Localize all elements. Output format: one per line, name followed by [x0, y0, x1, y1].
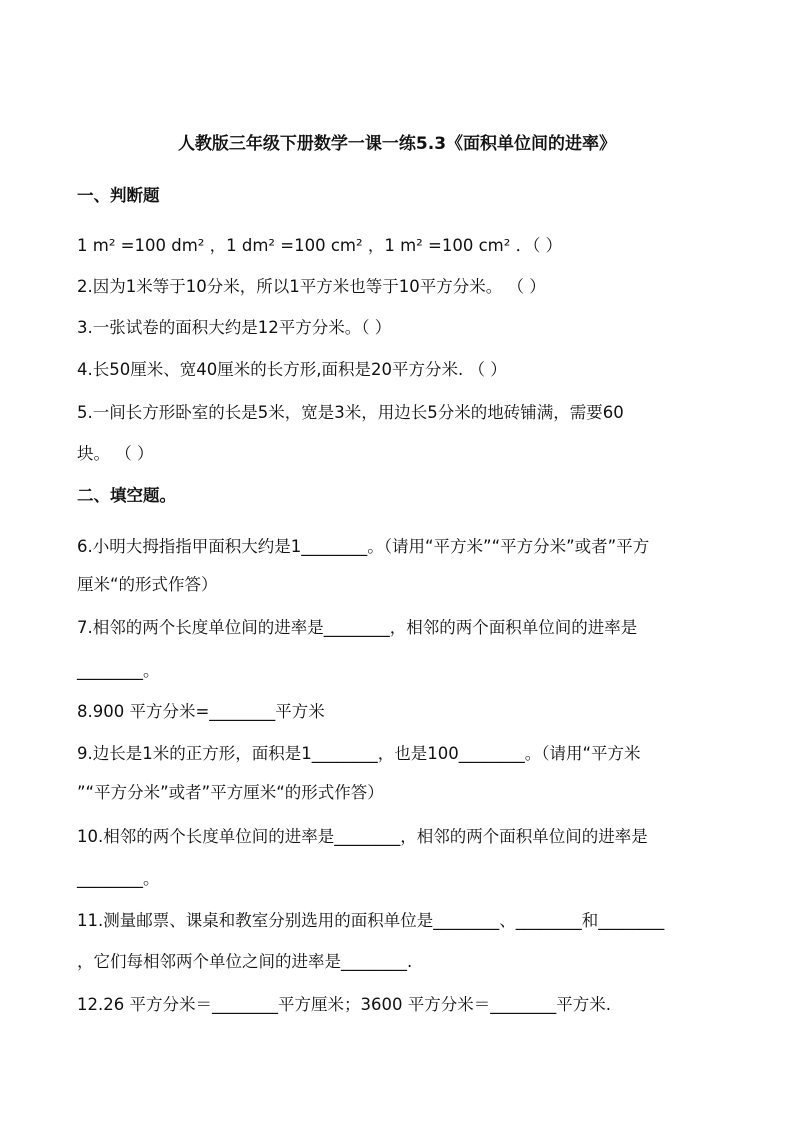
question-7-line-2: ________。	[77, 661, 160, 680]
question-5-line-1: 5.一间长方形卧室的长是5米，宽是3米，用边长5分米的地砖铺满，需要60	[77, 403, 624, 422]
question-5-line-2: 块。 （ ）	[77, 444, 154, 463]
question-12: 12.26 平方分米＝________平方厘米；3600 平方分米＝________平方米.	[77, 995, 611, 1014]
question-3: 3.一张试卷的面积大约是12平方分米。（ ）	[77, 318, 392, 337]
question-11-line-2: ，它们每相邻两个单位之间的进率是________.	[77, 952, 413, 971]
question-6-line-2: 厘米“的形式作答）	[77, 575, 218, 594]
question-9-line-1: 9.边长是1米的正方形，面积是1________，也是100________。（请用“平方米	[77, 744, 641, 763]
question-4: 4.长50厘米、宽40厘米的长方形,面积是20平方分米. （ ）	[77, 360, 507, 379]
question-10-line-2: ________。	[77, 869, 160, 888]
question-6-line-1: 6.小明大拇指指甲面积大约是1________。（请用“平方米”“平方分米”或者”平方	[77, 537, 650, 556]
question-9-line-2: ”“平方分米”或者”平方厘米“的形式作答）	[77, 783, 384, 802]
section-heading-judgment: 一、判断题	[77, 186, 160, 205]
question-11-line-1: 11.测量邮票、课桌和教室分别选用的面积单位是________、________和________	[77, 911, 665, 930]
page-title: 人教版三年级下册数学一课一练5.3《面积单位间的进率》	[177, 134, 617, 154]
question-8: 8.900 平方分米=________平方米	[77, 702, 325, 721]
question-2: 2.因为1米等于10分米，所以1平方米也等于10平方分米。 （ ）	[77, 277, 546, 296]
question-1: 1 m² =100 dm² ，1 dm² =100 cm² ，1 m² =100 cm² ．（ ）	[77, 236, 563, 255]
question-10-line-1: 10.相邻的两个长度单位间的进率是________，相邻的两个面积单位间的进率是	[77, 827, 648, 846]
question-7-line-1: 7.相邻的两个长度单位间的进率是________，相邻的两个面积单位间的进率是	[77, 618, 638, 637]
section-heading-fill-blank: 二、填空题。	[77, 486, 176, 505]
